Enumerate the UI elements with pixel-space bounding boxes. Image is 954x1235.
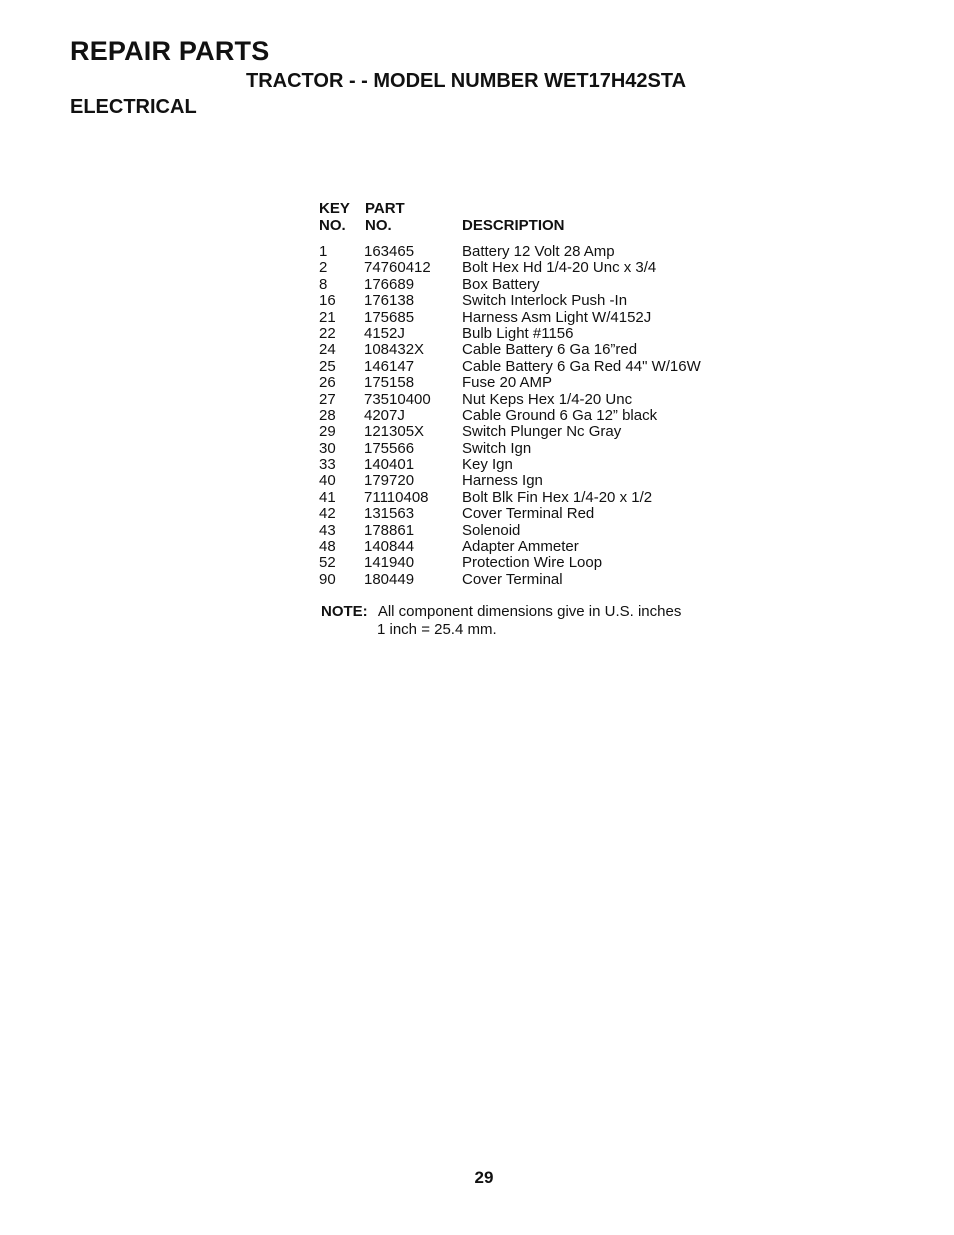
part-number-cell: 175685 (364, 308, 415, 326)
header-part-no (365, 200, 405, 234)
part-number-cell: 71110408 (364, 488, 429, 506)
table-row (319, 424, 739, 440)
table-row (319, 539, 739, 555)
key-cell: 1 (319, 243, 328, 260)
part-number-cell: 140844 (364, 538, 415, 556)
key-cell: 26 (319, 374, 336, 392)
part-number-cell: 176138 (364, 292, 415, 310)
key-cell: 42 (319, 505, 336, 523)
table-row (319, 523, 739, 539)
description-cell: Cable Ground 6 Ga 12” black (462, 406, 658, 424)
part-number-cell: 108432X (364, 341, 425, 359)
part-number-cell: 176689 (364, 275, 415, 293)
header-part-line2: NO. (365, 217, 392, 234)
table-row (319, 244, 739, 260)
table-row (319, 359, 739, 375)
key-cell: 25 (319, 357, 336, 375)
description-cell: Box Battery (462, 275, 540, 293)
key-cell: 27 (319, 390, 336, 408)
part-number-cell: 178861 (364, 521, 415, 539)
description-cell: Nut Keps Hex 1/4-20 Unc (462, 390, 633, 408)
description-cell: Bulb Light #1156 (462, 324, 574, 342)
header-key-no (319, 200, 350, 234)
table-row (319, 342, 739, 358)
description-cell: Protection Wire Loop (462, 554, 603, 572)
table-row (319, 506, 739, 522)
table-row (319, 260, 739, 276)
header-part-line1: PART (365, 200, 405, 217)
description-cell: Switch Ign (462, 439, 532, 457)
table-row (319, 375, 739, 391)
key-cell: 33 (319, 456, 336, 474)
table-row (319, 441, 739, 457)
description-cell: Solenoid (462, 521, 521, 539)
page-title: REPAIR PARTS (70, 36, 270, 66)
part-number-cell: 179720 (364, 472, 415, 490)
key-cell: 24 (319, 341, 336, 359)
part-number-cell: 121305X (364, 423, 425, 441)
table-row (319, 457, 739, 473)
description-cell: Fuse 20 AMP (462, 374, 553, 392)
part-number-cell: 4152J (364, 324, 405, 342)
table-row (319, 310, 739, 326)
table-row (319, 277, 739, 293)
description-cell: Cable Battery 6 Ga Red 44" W/16W (462, 357, 701, 375)
part-number-cell: 141940 (364, 554, 415, 572)
section-heading: ELECTRICAL (70, 96, 197, 118)
key-cell: 2 (319, 259, 328, 277)
description-cell: Key Ign (462, 456, 513, 474)
header-description: DESCRIPTION (462, 217, 565, 234)
page-number: 29 (474, 1168, 494, 1187)
part-number-cell: 180449 (364, 570, 415, 588)
table-row (319, 555, 739, 571)
description-cell: Switch Interlock Push -In (462, 292, 628, 310)
key-cell: 16 (319, 292, 336, 310)
part-number-cell: 175158 (364, 374, 415, 392)
part-number-cell: 146147 (364, 357, 415, 375)
header-key-line2: NO. (319, 217, 346, 234)
description-cell: Bolt Hex Hd 1/4-20 Unc x 3/4 (462, 259, 657, 277)
description-cell: Battery 12 Volt 28 Amp (462, 243, 615, 260)
key-cell: 40 (319, 472, 336, 490)
table-row (319, 293, 739, 309)
description-cell: Cable Battery 6 Ga 16”red (462, 341, 638, 359)
note-label: NOTE: (321, 603, 368, 620)
table-row (319, 408, 739, 424)
header-key-line1: KEY (319, 200, 350, 217)
table-row (319, 490, 739, 506)
note-line2: 1 inch = 25.4 mm. (377, 621, 497, 638)
description-cell: Harness Asm Light W/4152J (462, 308, 652, 326)
table-row (319, 392, 739, 408)
key-cell: 43 (319, 521, 336, 539)
description-cell: Cover Terminal Red (462, 505, 595, 523)
part-number-cell: 175566 (364, 439, 415, 457)
part-number-cell: 4207J (364, 406, 405, 424)
key-cell: 30 (319, 439, 336, 457)
part-number-cell: 73510400 (364, 390, 431, 408)
table-row (319, 473, 739, 489)
key-cell: 21 (319, 308, 336, 326)
description-cell: Adapter Ammeter (462, 538, 579, 556)
description-cell: Cover Terminal (462, 570, 563, 588)
description-cell: Harness Ign (462, 472, 543, 490)
model-subtitle: TRACTOR - - MODEL NUMBER WET17H42STA (246, 70, 687, 92)
part-number-cell: 131563 (364, 505, 415, 523)
key-cell: 8 (319, 275, 328, 293)
table-row (319, 326, 739, 342)
note (321, 604, 681, 621)
key-cell: 29 (319, 423, 336, 441)
key-cell: 48 (319, 538, 336, 556)
key-cell: 41 (319, 488, 336, 506)
part-number-cell: 140401 (364, 456, 415, 474)
key-cell: 22 (319, 324, 336, 342)
note-line1: All component dimensions give in U.S. inches (377, 603, 682, 620)
description-cell: Switch Plunger Nc Gray (462, 423, 622, 441)
key-cell: 28 (319, 406, 336, 424)
description-cell: Bolt Blk Fin Hex 1/4-20 x 1/2 (462, 488, 653, 506)
key-cell: 90 (319, 570, 336, 588)
key-cell: 52 (319, 554, 336, 572)
part-number-cell: 74760412 (364, 259, 431, 277)
parts-list (319, 244, 739, 588)
table-row (319, 572, 739, 588)
part-number-cell: 163465 (364, 243, 415, 260)
